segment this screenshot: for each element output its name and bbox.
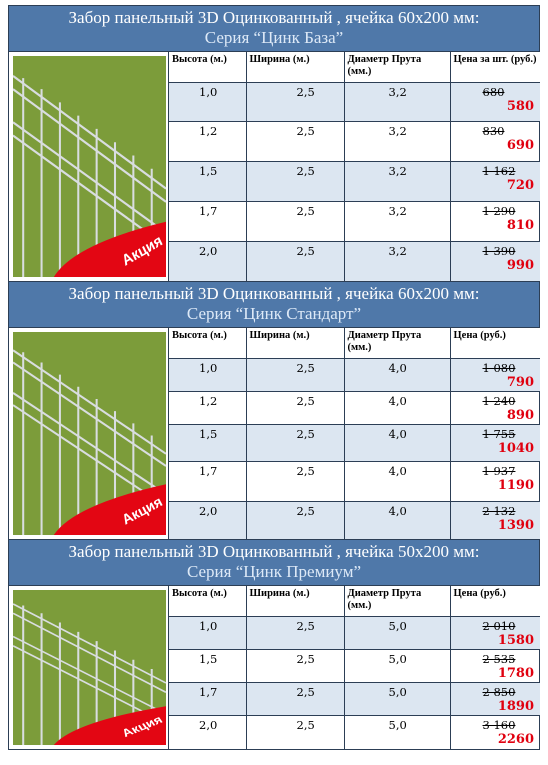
svg-text:Акция: Акция (119, 232, 166, 270)
table-row (169, 241, 540, 281)
old-price: 1 290 (482, 203, 516, 218)
cell-height: 1,0 (169, 82, 246, 121)
col-diameter-header: Диаметр Прута (мм.) (344, 52, 450, 82)
cell-width: 2,5 (246, 358, 344, 391)
price-table (169, 586, 540, 749)
cell-width: 2,5 (246, 461, 344, 501)
cell-price (450, 82, 540, 121)
cell-height: 1,0 (169, 616, 246, 649)
fence-image (13, 332, 166, 535)
cell-width: 2,5 (246, 682, 344, 715)
cell-price (450, 358, 540, 391)
cell-height: 1,2 (169, 391, 246, 424)
cell-price (450, 424, 540, 461)
cell-diameter: 4,0 (344, 461, 450, 501)
cell-width: 2,5 (246, 715, 344, 749)
old-price: 1 240 (482, 393, 516, 408)
section-header (9, 282, 539, 327)
col-height-header: Высота (м.) (169, 52, 246, 82)
cell-width: 2,5 (246, 241, 344, 281)
cell-height: 2,0 (169, 715, 246, 749)
sale-price: 890 (506, 407, 534, 423)
col-price-header: Цена (руб.) (450, 328, 540, 358)
sale-price: 1190 (497, 477, 534, 493)
cell-width: 2,5 (246, 501, 344, 539)
table-row (169, 715, 540, 749)
cell-price (450, 616, 540, 649)
old-price: 1 937 (482, 463, 516, 478)
sale-price: 790 (506, 374, 534, 390)
old-price: 1 755 (482, 426, 516, 441)
table-row (169, 161, 540, 201)
col-price-header: Цена за шт. (руб.) (450, 52, 540, 82)
sale-price: 580 (506, 98, 534, 114)
cell-height: 2,0 (169, 241, 246, 281)
old-price: 1 162 (482, 163, 516, 178)
cell-diameter: 5,0 (344, 682, 450, 715)
cell-price (450, 649, 540, 682)
col-diameter-header: Диаметр Прута (мм.) (344, 586, 450, 616)
series-name: Серия “Цинк Стандарт” (186, 304, 362, 323)
cell-height: 1,0 (169, 358, 246, 391)
price-table (169, 328, 540, 539)
section-title: Забор панельный 3D Оцинкованный , ячейка 50х200 мм: (68, 542, 480, 561)
svg-text:Акция: Акция (119, 494, 166, 529)
table-row (169, 461, 540, 501)
table-row (169, 82, 540, 121)
cell-diameter: 3,2 (344, 241, 450, 281)
table-row (169, 424, 540, 461)
old-price: 680 (482, 84, 505, 99)
section-header (9, 540, 539, 585)
cell-height: 1,5 (169, 161, 246, 201)
cell-diameter: 4,0 (344, 501, 450, 539)
cell-height: 1,5 (169, 424, 246, 461)
section-title: Забор панельный 3D Оцинкованный , ячейка 60х200 мм: (68, 284, 480, 303)
col-height-header: Высота (м.) (169, 328, 246, 358)
old-price: 1 080 (482, 360, 516, 375)
cell-price (450, 715, 540, 749)
cell-price (450, 201, 540, 241)
old-price: 2 535 (482, 651, 516, 666)
cell-price (450, 161, 540, 201)
col-width-header: Ширина (м.) (246, 586, 344, 616)
price-list (8, 5, 540, 750)
sale-price: 690 (506, 137, 534, 153)
section-header (9, 6, 539, 51)
table-row (169, 649, 540, 682)
sale-price: 1890 (497, 698, 534, 714)
section-title: Забор панельный 3D Оцинкованный , ячейка 60х200 мм: (68, 8, 480, 27)
cell-price (450, 241, 540, 281)
cell-diameter: 5,0 (344, 616, 450, 649)
sale-price: 720 (506, 177, 534, 193)
cell-diameter: 4,0 (344, 391, 450, 424)
col-price-header: Цена (руб.) (450, 586, 540, 616)
cell-height: 1,7 (169, 461, 246, 501)
cell-price (450, 391, 540, 424)
cell-height: 1,2 (169, 121, 246, 161)
table-row (169, 121, 540, 161)
cell-price (450, 121, 540, 161)
cell-width: 2,5 (246, 161, 344, 201)
col-diameter-header: Диаметр Прута (мм.) (344, 328, 450, 358)
series-name: Серия “Цинк База” (204, 28, 344, 47)
table-row (169, 501, 540, 539)
cell-width: 2,5 (246, 201, 344, 241)
sale-price: 810 (506, 217, 534, 233)
cell-height: 1,5 (169, 649, 246, 682)
col-width-header: Ширина (м.) (246, 328, 344, 358)
cell-price (450, 682, 540, 715)
product-photo (9, 328, 169, 539)
cell-diameter: 3,2 (344, 201, 450, 241)
cell-diameter: 4,0 (344, 424, 450, 461)
sale-price: 990 (506, 257, 534, 273)
cell-diameter: 5,0 (344, 649, 450, 682)
old-price: 2 132 (482, 503, 516, 518)
product-photo (9, 586, 169, 749)
product-section-baza (8, 5, 540, 282)
fence-image (13, 590, 166, 745)
cell-width: 2,5 (246, 82, 344, 121)
product-section-standart (8, 282, 540, 540)
cell-price (450, 461, 540, 501)
series-name: Серия “Цинк Премиум” (186, 562, 362, 581)
col-height-header: Высота (м.) (169, 586, 246, 616)
table-row (169, 616, 540, 649)
product-photo (9, 52, 169, 281)
cell-diameter: 3,2 (344, 82, 450, 121)
sale-price: 1390 (497, 517, 534, 533)
sale-price: 1780 (497, 665, 534, 681)
price-table (169, 52, 540, 281)
old-price: 3 160 (482, 717, 516, 732)
cell-height: 1,7 (169, 201, 246, 241)
table-row (169, 201, 540, 241)
col-width-header: Ширина (м.) (246, 52, 344, 82)
cell-width: 2,5 (246, 424, 344, 461)
cell-width: 2,5 (246, 391, 344, 424)
sale-price: 1580 (497, 632, 534, 648)
cell-width: 2,5 (246, 121, 344, 161)
old-price: 2 010 (482, 618, 516, 633)
table-row (169, 682, 540, 715)
cell-height: 2,0 (169, 501, 246, 539)
cell-width: 2,5 (246, 616, 344, 649)
sale-price: 2260 (497, 731, 534, 747)
cell-diameter: 5,0 (344, 715, 450, 749)
cell-height: 1,7 (169, 682, 246, 715)
svg-text:Акция: Акция (119, 713, 166, 740)
product-section-premium (8, 540, 540, 750)
cell-width: 2,5 (246, 649, 344, 682)
cell-diameter: 4,0 (344, 358, 450, 391)
old-price: 2 850 (482, 684, 516, 699)
sale-price: 1040 (497, 440, 534, 456)
cell-price (450, 501, 540, 539)
cell-diameter: 3,2 (344, 121, 450, 161)
old-price: 1 390 (482, 243, 516, 258)
old-price: 830 (482, 123, 505, 138)
table-row (169, 358, 540, 391)
cell-diameter: 3,2 (344, 161, 450, 201)
table-row (169, 391, 540, 424)
fence-image (13, 56, 166, 277)
